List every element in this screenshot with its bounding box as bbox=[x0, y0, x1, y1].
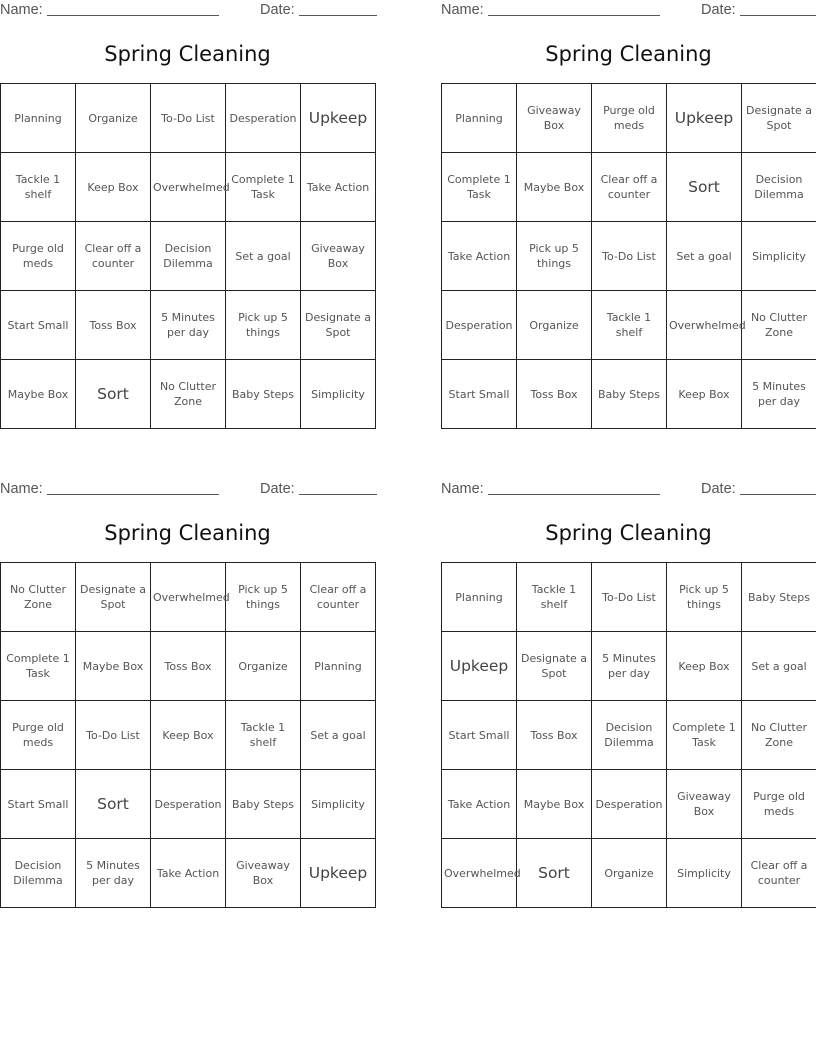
card-header bbox=[441, 481, 816, 499]
bingo-cell[interactable]: Start Small bbox=[1, 291, 76, 360]
bingo-grid bbox=[441, 83, 816, 429]
bingo-cell[interactable]: Take Action bbox=[442, 770, 517, 839]
bingo-cell[interactable]: Take Action bbox=[442, 222, 517, 291]
bingo-grid bbox=[0, 83, 376, 429]
bingo-cell[interactable]: Pick up 5 things bbox=[517, 222, 592, 291]
bingo-cell[interactable]: Upkeep bbox=[301, 839, 376, 908]
bingo-cell[interactable]: Giveaway Box bbox=[301, 222, 376, 291]
bingo-cell[interactable]: Upkeep bbox=[442, 632, 517, 701]
bingo-cell[interactable]: Tackle 1 shelf bbox=[517, 563, 592, 632]
bingo-cell[interactable]: Complete 1 Task bbox=[442, 153, 517, 222]
bingo-cell[interactable]: Desperation bbox=[592, 770, 667, 839]
bingo-cell[interactable]: No Clutter Zone bbox=[742, 701, 816, 770]
bingo-cell[interactable]: Start Small bbox=[442, 701, 517, 770]
bingo-cell[interactable]: Upkeep bbox=[667, 84, 742, 153]
bingo-cell[interactable]: Maybe Box bbox=[1, 360, 76, 429]
bingo-cell[interactable]: Purge old meds bbox=[1, 222, 76, 291]
grid-row bbox=[442, 563, 816, 632]
bingo-cell[interactable]: 5 Minutes per day bbox=[151, 291, 226, 360]
bingo-cell[interactable]: Overwhelmed bbox=[442, 839, 517, 908]
bingo-cell[interactable]: Planning bbox=[301, 632, 376, 701]
bingo-cell[interactable]: Overwhelmed bbox=[667, 291, 742, 360]
name-field[interactable]: Name: bbox=[441, 2, 660, 18]
bingo-cell[interactable]: Decision Dilemma bbox=[151, 222, 226, 291]
bingo-cell[interactable]: Simplicity bbox=[301, 770, 376, 839]
bingo-cell[interactable]: Complete 1 Task bbox=[226, 153, 301, 222]
bingo-cell[interactable]: Complete 1 Task bbox=[667, 701, 742, 770]
bingo-card-4 bbox=[441, 479, 816, 919]
bingo-cell[interactable]: Toss Box bbox=[151, 632, 226, 701]
bingo-cell[interactable]: Baby Steps bbox=[742, 563, 816, 632]
bingo-cell[interactable]: Take Action bbox=[151, 839, 226, 908]
bingo-cell[interactable]: Giveaway Box bbox=[667, 770, 742, 839]
bingo-cell[interactable]: Tackle 1 shelf bbox=[1, 153, 76, 222]
bingo-cell[interactable]: Decision Dilemma bbox=[742, 153, 816, 222]
bingo-cell[interactable]: Baby Steps bbox=[226, 770, 301, 839]
bingo-cell[interactable]: Baby Steps bbox=[592, 360, 667, 429]
bingo-cell[interactable]: Maybe Box bbox=[76, 632, 151, 701]
card-header bbox=[0, 481, 375, 499]
bingo-card-3 bbox=[0, 479, 375, 919]
grid-row bbox=[442, 360, 816, 429]
bingo-cell[interactable]: Desperation bbox=[226, 84, 301, 153]
grid-row bbox=[1, 360, 376, 429]
date-field[interactable]: Date: bbox=[260, 2, 377, 18]
bingo-cell[interactable]: Complete 1 Task bbox=[1, 632, 76, 701]
bingo-cell[interactable]: Pick up 5 things bbox=[226, 563, 301, 632]
bingo-cell[interactable]: Purge old meds bbox=[592, 84, 667, 153]
bingo-cell[interactable]: Set a goal bbox=[301, 701, 376, 770]
grid-row bbox=[1, 632, 376, 701]
bingo-cell[interactable]: Planning bbox=[442, 563, 517, 632]
bingo-cell[interactable]: Decision Dilemma bbox=[1, 839, 76, 908]
bingo-cell[interactable]: Planning bbox=[442, 84, 517, 153]
card-header bbox=[441, 2, 816, 20]
grid-row bbox=[1, 222, 376, 291]
card-title: Spring Cleaning bbox=[545, 42, 712, 66]
bingo-cell[interactable]: Start Small bbox=[1, 770, 76, 839]
bingo-cell[interactable]: To-Do List bbox=[592, 222, 667, 291]
bingo-cell[interactable]: Giveaway Box bbox=[517, 84, 592, 153]
bingo-cell[interactable]: Desperation bbox=[151, 770, 226, 839]
bingo-cell[interactable]: No Clutter Zone bbox=[1, 563, 76, 632]
bingo-cell[interactable]: 5 Minutes per day bbox=[76, 839, 151, 908]
bingo-cell[interactable]: Pick up 5 things bbox=[667, 563, 742, 632]
bingo-cell[interactable]: Overwhelmed bbox=[151, 153, 226, 222]
grid-row bbox=[1, 291, 376, 360]
bingo-cell[interactable]: No Clutter Zone bbox=[742, 291, 816, 360]
grid-row bbox=[442, 770, 816, 839]
bingo-cell[interactable]: Purge old meds bbox=[1, 701, 76, 770]
bingo-cell[interactable]: Designate a Spot bbox=[76, 563, 151, 632]
grid-row bbox=[1, 701, 376, 770]
grid-row bbox=[442, 839, 816, 908]
bingo-cell[interactable]: Desperation bbox=[442, 291, 517, 360]
bingo-cell[interactable]: Organize bbox=[517, 291, 592, 360]
grid-row bbox=[1, 770, 376, 839]
grid-row bbox=[442, 632, 816, 701]
grid-row bbox=[1, 84, 376, 153]
grid-row bbox=[442, 84, 816, 153]
name-field[interactable]: Name: bbox=[441, 481, 660, 497]
card-title: Spring Cleaning bbox=[104, 42, 271, 66]
date-field[interactable]: Date: bbox=[701, 2, 816, 18]
bingo-cell[interactable]: Organize bbox=[592, 839, 667, 908]
card-header bbox=[0, 2, 375, 20]
bingo-cell[interactable]: Designate a Spot bbox=[301, 291, 376, 360]
bingo-card-1 bbox=[0, 0, 375, 440]
bingo-cell[interactable]: Sort bbox=[76, 770, 151, 839]
bingo-cell[interactable]: Clear off a counter bbox=[301, 563, 376, 632]
bingo-cell[interactable]: Planning bbox=[1, 84, 76, 153]
bingo-cell[interactable]: Keep Box bbox=[151, 701, 226, 770]
bingo-cell[interactable]: Decision Dilemma bbox=[592, 701, 667, 770]
grid-row bbox=[442, 291, 816, 360]
bingo-card-2 bbox=[441, 0, 816, 440]
bingo-cell[interactable]: Toss Box bbox=[517, 701, 592, 770]
bingo-cell[interactable]: Baby Steps bbox=[226, 360, 301, 429]
bingo-cell[interactable]: Sort bbox=[667, 153, 742, 222]
bingo-cell[interactable]: Clear off a counter bbox=[592, 153, 667, 222]
bingo-cell[interactable]: Simplicity bbox=[742, 222, 816, 291]
bingo-cell[interactable]: Maybe Box bbox=[517, 770, 592, 839]
name-field[interactable]: Name: bbox=[0, 481, 219, 497]
bingo-cell[interactable]: To-Do List bbox=[151, 84, 226, 153]
grid-row bbox=[442, 701, 816, 770]
bingo-grid bbox=[441, 562, 816, 908]
card-title: Spring Cleaning bbox=[545, 521, 712, 545]
card-title: Spring Cleaning bbox=[104, 521, 271, 545]
bingo-cell[interactable]: Organize bbox=[226, 632, 301, 701]
bingo-cell[interactable]: Tackle 1 shelf bbox=[226, 701, 301, 770]
bingo-cell[interactable]: Pick up 5 things bbox=[226, 291, 301, 360]
bingo-cell[interactable]: Keep Box bbox=[76, 153, 151, 222]
bingo-cell[interactable]: Keep Box bbox=[667, 632, 742, 701]
grid-row bbox=[1, 563, 376, 632]
bingo-cell[interactable]: Toss Box bbox=[517, 360, 592, 429]
bingo-cell[interactable]: Upkeep bbox=[301, 84, 376, 153]
date-field[interactable]: Date: bbox=[701, 481, 816, 497]
bingo-cell[interactable]: 5 Minutes per day bbox=[742, 360, 816, 429]
bingo-cell[interactable]: Sort bbox=[76, 360, 151, 429]
bingo-cell[interactable]: Start Small bbox=[442, 360, 517, 429]
bingo-cell[interactable]: To-Do List bbox=[592, 563, 667, 632]
bingo-cell[interactable]: Simplicity bbox=[301, 360, 376, 429]
bingo-cell[interactable]: Set a goal bbox=[742, 632, 816, 701]
bingo-cell[interactable]: To-Do List bbox=[76, 701, 151, 770]
bingo-cell[interactable]: Set a goal bbox=[226, 222, 301, 291]
grid-row bbox=[442, 222, 816, 291]
bingo-cell[interactable]: Take Action bbox=[301, 153, 376, 222]
bingo-cell[interactable]: Set a goal bbox=[667, 222, 742, 291]
bingo-cell[interactable]: Simplicity bbox=[667, 839, 742, 908]
bingo-cell[interactable]: Sort bbox=[517, 839, 592, 908]
bingo-grid bbox=[0, 562, 376, 908]
bingo-cell[interactable]: Clear off a counter bbox=[742, 839, 816, 908]
bingo-cell[interactable]: No Clutter Zone bbox=[151, 360, 226, 429]
grid-row bbox=[1, 153, 376, 222]
grid-row bbox=[442, 153, 816, 222]
bingo-cell[interactable]: Purge old meds bbox=[742, 770, 816, 839]
date-field[interactable]: Date: bbox=[260, 481, 377, 497]
bingo-cell[interactable]: Keep Box bbox=[667, 360, 742, 429]
bingo-cell[interactable]: Organize bbox=[76, 84, 151, 153]
name-field[interactable]: Name: bbox=[0, 2, 219, 18]
bingo-cell[interactable]: Designate a Spot bbox=[517, 632, 592, 701]
bingo-cell[interactable]: Tackle 1 shelf bbox=[592, 291, 667, 360]
bingo-cell[interactable]: Overwhelmed bbox=[151, 563, 226, 632]
bingo-cell[interactable]: Toss Box bbox=[76, 291, 151, 360]
grid-row bbox=[1, 839, 376, 908]
bingo-cell[interactable]: Designate a Spot bbox=[742, 84, 816, 153]
bingo-cell[interactable]: Clear off a counter bbox=[76, 222, 151, 291]
bingo-cell[interactable]: Maybe Box bbox=[517, 153, 592, 222]
bingo-cell[interactable]: Giveaway Box bbox=[226, 839, 301, 908]
bingo-cell[interactable]: 5 Minutes per day bbox=[592, 632, 667, 701]
